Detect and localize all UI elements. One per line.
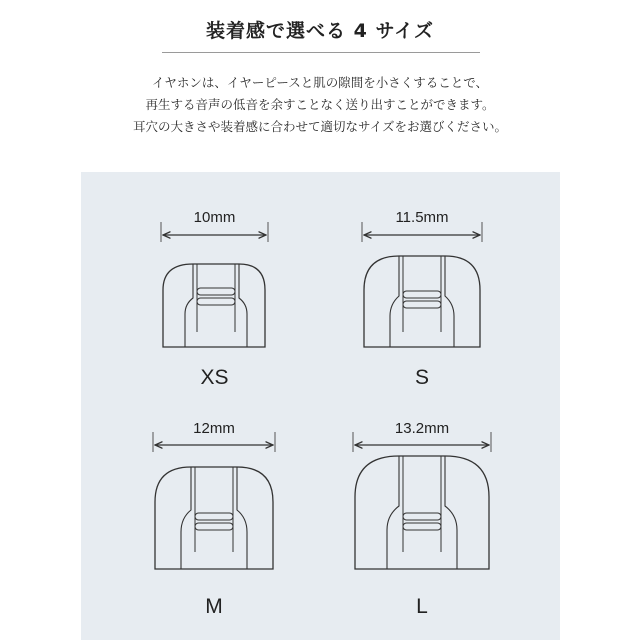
description bbox=[0, 72, 640, 138]
size-label-xs: XS bbox=[200, 366, 229, 389]
page-title: 装着感で選べる 4 サイズ bbox=[206, 20, 434, 42]
ear-tip-m-outline bbox=[155, 467, 273, 569]
size-item-m bbox=[153, 420, 275, 618]
description-line-2: 再生する音声の低音を余すことなく送り出すことができます。 bbox=[145, 97, 495, 112]
dimension-label-l: 13.2mm bbox=[394, 420, 450, 437]
dimension-label-xs: 10mm bbox=[193, 209, 236, 226]
size-item-s bbox=[362, 209, 482, 389]
size-label-m: M bbox=[205, 595, 223, 618]
dimension-label-s: 11.5mm bbox=[395, 209, 449, 226]
title-divider bbox=[162, 52, 480, 53]
size-label-s: S bbox=[414, 366, 430, 389]
size-item-xs bbox=[161, 209, 268, 389]
ear-tip-diagram bbox=[81, 172, 560, 640]
size-comparison-panel bbox=[81, 172, 560, 640]
size-item-l bbox=[353, 420, 491, 618]
size-label-l: L bbox=[416, 595, 428, 618]
description-line-1: イヤホンは、イヤーピースと肌の隙間を小さくすることで、 bbox=[151, 75, 489, 90]
description-line-3: 耳穴の大きさや装着感に合わせて適切なサイズをお選びください。 bbox=[132, 119, 507, 134]
dimension-label-m: 12mm bbox=[193, 420, 235, 437]
